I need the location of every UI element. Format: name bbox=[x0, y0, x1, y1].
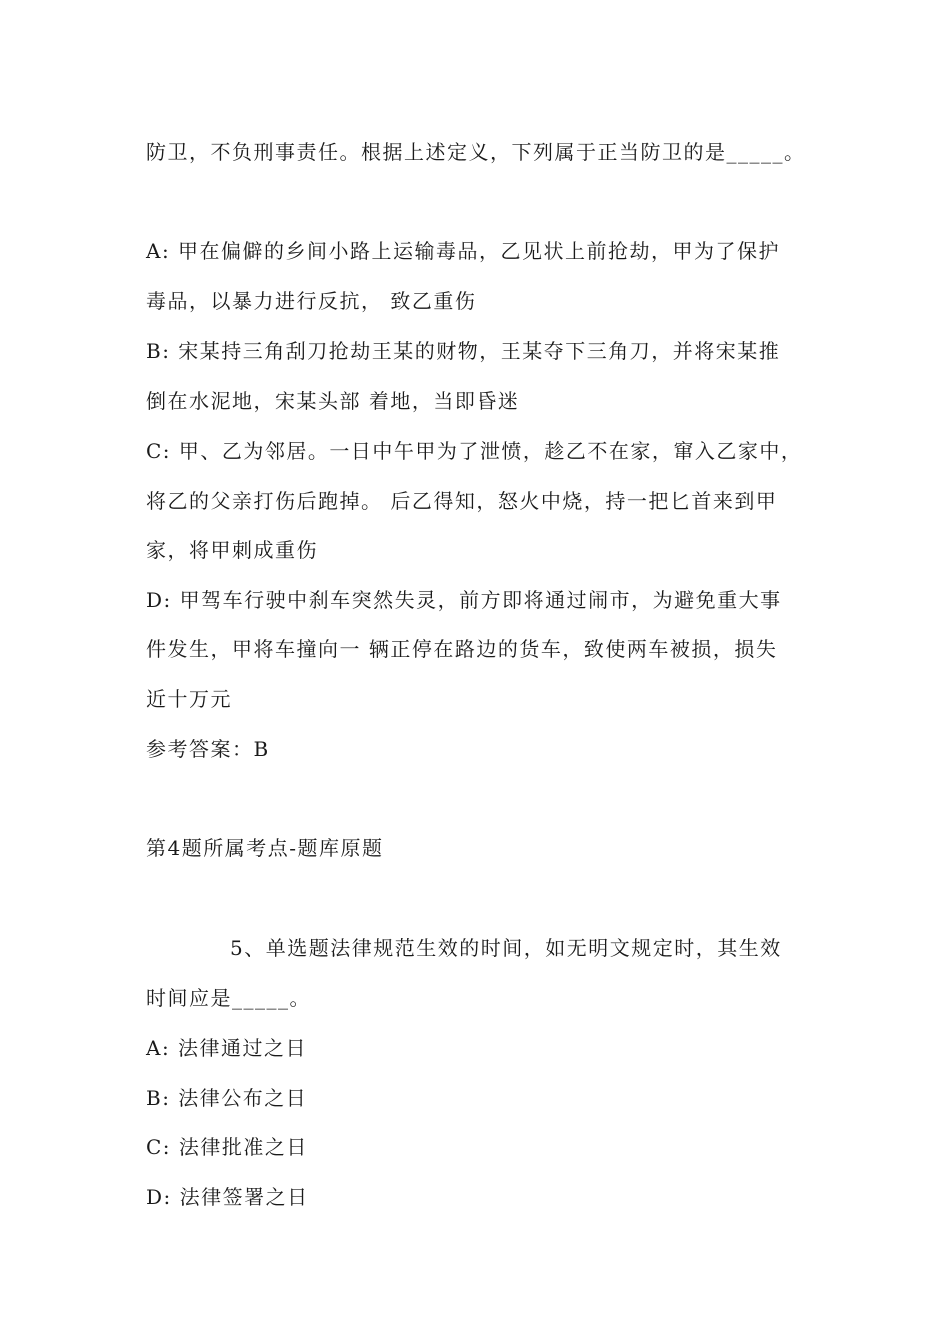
q5-stem-line2: 时间应是_____。 bbox=[146, 986, 311, 1010]
q3-option-d-line2: 件发生，甲将车撞向一 辆正停在路边的货车，致使两车被损，损失 bbox=[146, 637, 778, 661]
q3-option-a-line1: A: 甲在偏僻的乡间小路上运输毒品，乙见状上前抢劫，甲为了保护 bbox=[146, 239, 781, 263]
q5-option-a: A: 法律通过之日 bbox=[146, 1036, 308, 1060]
q5-option-d: D: 法律签署之日 bbox=[146, 1185, 309, 1209]
q5-option-b: B: 法律公布之日 bbox=[146, 1086, 308, 1110]
q3-option-b-line1: B: 宋某持三角刮刀抢劫王某的财物，王某夺下三角刀，并将宋某推 bbox=[146, 339, 781, 363]
q3-option-a-line2: 毒品，以暴力进行反抗， 致乙重伤 bbox=[146, 289, 477, 313]
q3-option-b-line2: 倒在水泥地，宋某头部 着地，当即昏迷 bbox=[146, 389, 520, 413]
q5-stem-line1: 5、单选题法律规范生效的时间，如无明文规定时，其生效 bbox=[230, 936, 782, 960]
q3-answer: 参考答案：B bbox=[146, 737, 270, 761]
q3-stem-tail: 防卫，不负刑事责任。根据上述定义，下列属于正当防卫的是_____。 bbox=[146, 140, 806, 164]
q5-option-c: C: 法律批准之日 bbox=[146, 1135, 308, 1159]
q3-option-d-line3: 近十万元 bbox=[146, 687, 232, 711]
q3-option-c-line1: C: 甲、乙为邻居。一日中午甲为了泄愤，趁乙不在家，窜入乙家中， bbox=[146, 439, 803, 463]
q3-option-c-line2: 将乙的父亲打伤后跑掉。 后乙得知，怒火中烧，持一把匕首来到甲 bbox=[146, 489, 778, 513]
q3-option-d-line1: D: 甲驾车行驶中刹车突然失灵，前方即将通过闹市，为避免重大事 bbox=[146, 588, 782, 612]
q3-option-c-line3: 家，将甲刺成重伤 bbox=[146, 538, 318, 562]
q3-topic: 第4题所属考点-题库原题 bbox=[146, 836, 384, 860]
